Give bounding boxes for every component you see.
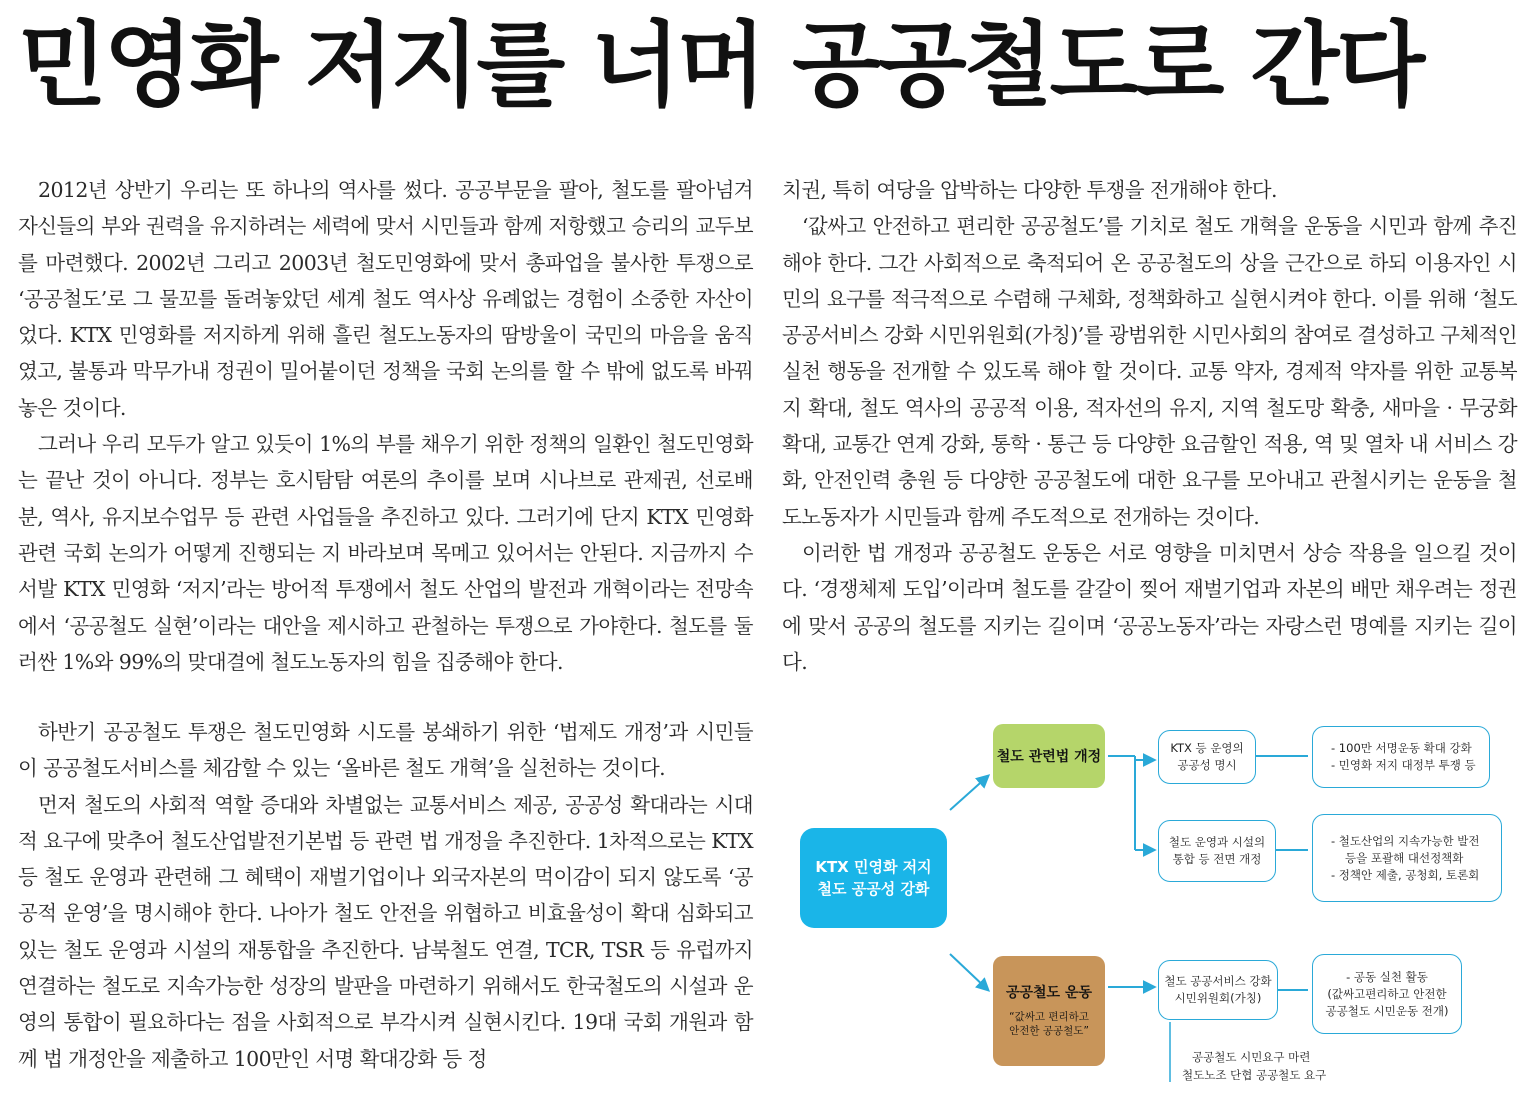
strategy-diagram <box>790 710 1530 1110</box>
box-line: 철도 운영과 시설의 <box>1168 835 1266 849</box>
box-line: 공공성 명시 <box>1177 758 1237 772</box>
ktx-public-box <box>1158 730 1256 784</box>
list-line: - 민영화 저지 대정부 투쟁 등 <box>1331 758 1476 772</box>
box-line: 통합 등 전면 개정 <box>1172 852 1262 866</box>
box-line: 시민위원회(가칭) <box>1174 991 1262 1005</box>
main-goal-line: 철도 공공성 강화 <box>817 880 930 898</box>
article-column-right-top <box>782 172 1517 680</box>
paragraph: 2012년 상반기 우리는 또 하나의 역사를 썼다. 공공부문을 팔아, 철도를 팔아넘겨 자신들의 부와 권력을 유지하려는 세력에 맞서 시민들과 함께 저항했고 승리의 교두보를 마련했다. 2002년 그리고 2003년 철도민영화에 맞서 총파업을 불사한 투쟁으로 ‘공공철도’로 그 물꼬를 돌려놓았던 세계 철도 역사상 유례없는 경험이 소중한 자산이었다. KTX 민영화를 저지하게 위해 흘린 철도노동자의 땀방울이 국민의 마음을 움직였고, 불통과 막무가내 정권이 밀어붙이던 정책을 국회 논의를 할 수 밖에 없도록 바꿔놓은 것이다. <box>18 178 753 420</box>
paragraph: 이러한 법 개정과 공공철도 운동은 서로 영향을 미치면서 상승 작용을 일으킬 것이다. ‘경쟁체제 도입’이라며 철도를 갈갈이 찢어 재벌기업과 자본의 배만 채우려는 정권에 맞서 공공의 철도를 지키는 길이며 ‘공공노동자’라는 자랑스런 명예를 지키는 길이다. <box>782 540 1517 674</box>
paragraph: 치권, 특히 여당을 압박하는 다양한 투쟁을 전개해야 한다. <box>782 178 1277 202</box>
integration-box <box>1158 820 1276 882</box>
public-railway-movement-box <box>993 956 1105 1066</box>
note-line: 철도노조 단협 공공철도 요구 <box>1182 1068 1327 1082</box>
citizen-committee-box <box>1158 960 1278 1020</box>
arrow-to-movement <box>950 954 988 990</box>
law-revision-box <box>993 724 1105 788</box>
movement-title: 공공철도 운동 <box>1005 985 1093 1001</box>
note-line: 공공철도 시민요구 마련 <box>1192 1050 1311 1064</box>
list-line: (값싸고편리하고 안전한 <box>1327 986 1447 1001</box>
list-line: 공공철도 시민운동 전개) <box>1325 1003 1449 1018</box>
list-line: 등을 포괄해 대선정책화 <box>1345 850 1464 865</box>
movement-slogan <box>1009 1010 1089 1038</box>
box-line: 철도 공공서비스 강화 <box>1164 974 1272 988</box>
list-line: - 정책안 제출, 공청회, 토론회 <box>1331 867 1480 882</box>
box-line: KTX 등 운영의 <box>1170 741 1244 755</box>
slogan-line: “값싸고 편리하고 <box>1009 1011 1089 1023</box>
list-line: - 100만 서명운동 확대 강화 <box>1331 741 1472 755</box>
list-line: - 철도산업의 지속가능한 발전 <box>1331 833 1480 848</box>
bottom-note <box>1182 1048 1327 1084</box>
joint-action-box <box>1312 954 1462 1034</box>
slogan-line: 안전한 공공철도” <box>1009 1025 1089 1037</box>
arrow-to-law <box>950 776 988 810</box>
paragraph: 하반기 공공철도 투쟁은 철도민영화 시도를 봉쇄하기 위한 ‘법제도 개정’과 시민들이 공공철도서비스를 체감할 수 있는 ‘올바른 철도 개혁’을 실천하는 것이다. <box>18 720 753 781</box>
main-goal-line: KTX 민영화 저지 <box>815 858 932 876</box>
law-revision-label: 철도 관련법 개정 <box>996 749 1102 765</box>
paragraph: 그러나 우리 모두가 알고 있듯이 1%의 부를 채우기 위한 정책의 일환인 철도민영화는 끝난 것이 아니다. 정부는 호시탐탐 여론의 추이를 보며 시나브로 관제권, 선로배분, 역사, 유지보수업무 등 관련 사업들을 추진하고 있다. 그러기에 단지 KTX 민영화 관련 국회 논의가 어떻게 진행되는 지 바라보며 목메고 있어서는 안된다. 지금까지 수서발 KTX 민영화 ‘저지’라는 방어적 투쟁에서 철도 산업의 발전과 개혁이라는 전망속에서 ‘공공철도 실현’이라는 대안을 제시하고 관철하는 투쟁으로 가야한다. 철도를 둘러싼 1%와 99%의 맞대결에 철도노동자의 힘을 집중해야 한다. <box>18 432 753 674</box>
list-line: - 공동 실천 활동 <box>1346 969 1428 984</box>
article-column-left-bottom <box>18 714 753 1077</box>
paragraph: 먼저 철도의 사회적 역할 증대와 차별없는 교통서비스 제공, 공공성 확대라는 시대적 요구에 맞추어 철도산업발전기본법 등 관련 법 개정을 추진한다. 1차적으로는 KTX 등 철도 운영과 관련해 그 혜택이 재벌기업이나 외국자본의 먹이감이 되지 않도록 ‘공공적 운영’을 명시해야 한다. 나아가 철도 안전을 위협하고 비효율성이 확대 심화되고 있는 철도 운영과 시설의 재통합을 추진한다. 남북철도 연결, TCR, TSR 등 유럽까지 연결하는 철도로 지속가능한 성장의 발판을 마련하기 위해서도 한국철도의 시설과 운영의 통합이 필요하다는 점을 사회적으로 부각시켜 실현시킨다. 19대 국회 개원과 함께 법 개정안을 제출하고 100만인 서명 확대강화 등 정 <box>18 792 753 1071</box>
policy-box <box>1312 814 1502 902</box>
signature-campaign-box <box>1312 726 1490 788</box>
article-column-left-top <box>18 172 753 680</box>
main-goal-box <box>800 828 947 928</box>
headline: 민영화 저지를 너머 공공철도로 간다 <box>18 12 1423 119</box>
paragraph: ‘값싸고 안전하고 편리한 공공철도’를 기치로 철도 개혁을 운동을 시민과 함께 추진해야 한다. 그간 사회적으로 축적되어 온 공공철도의 상을 근간으로 하되 이용자인 시민의 요구를 적극적으로 수렴해 구체화, 정책화하고 실현시켜야 한다. 이를 위해 ‘철도 공공서비스 강화 시민위원회(가칭)’를 광범위한 시민사회의 참여로 결성하고 구체적인 실천 행동을 전개할 수 있도록 해야 할 것이다. 교통 약자, 경제적 약자를 위한 교통복지 확대, 철도 역사의 공공적 이용, 적자선의 유지, 지역 철도망 확충, 새마을 · 무궁화 확대, 교통간 연계 강화, 통학 · 통근 등 다양한 요금할인 적용, 역 및 열차 내 서비스 강화, 안전인력 충원 등 다양한 공공철도에 대한 요구를 모아내고 관철시키는 운동을 철도노동자가 시민들과 함께 주도적으로 전개하는 것이다. <box>782 214 1517 529</box>
